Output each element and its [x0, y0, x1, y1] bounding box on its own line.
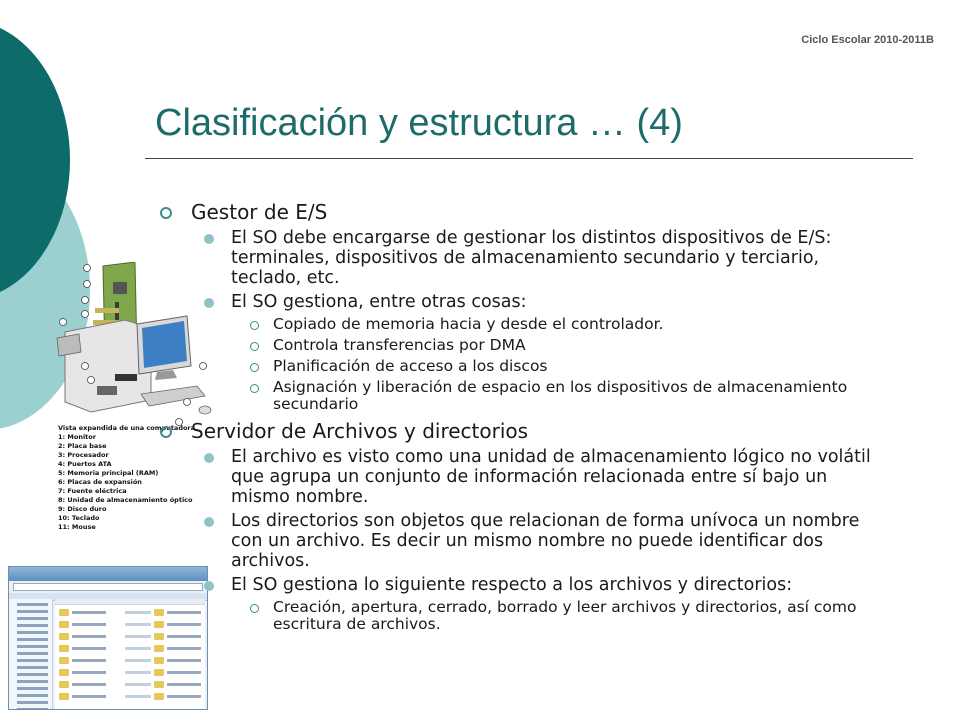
- figure-caption-line: 6: Placas de expansión: [58, 478, 142, 486]
- figure-caption-line: 7: Fuente eléctrica: [58, 487, 127, 495]
- folder-icon: [59, 645, 69, 652]
- figure-caption-line: 5: Memoria principal (RAM): [58, 469, 159, 477]
- figure-marker: [82, 297, 89, 304]
- dot-bullet-icon: [204, 517, 214, 527]
- header-note: Ciclo Escolar 2010-2011B: [801, 34, 934, 46]
- figure-caption-line: 9: Disco duro: [58, 505, 107, 513]
- bullet-text: Los directorios son objetos que relacionan de forma unívoca un nombre con un archivo. Es decir un mismo nombre no puede identificar dos archivos.: [231, 511, 860, 571]
- figure-caption-line: 8: Unidad de almacenamiento óptico: [58, 496, 193, 504]
- explorer-row: [59, 691, 201, 701]
- figure-caption-line: 10: Teclado: [58, 514, 100, 522]
- bullet-text: El SO debe encargarse de gestionar los distintos dispositivos de E/S: terminales, dispositivos de almacenamiento secundario y terciario, teclado, etc.: [231, 228, 832, 288]
- ring-bullet-icon: [250, 384, 259, 393]
- slide-content: [160, 194, 880, 633]
- power-supply-shape: [57, 334, 81, 356]
- figure-marker: [84, 265, 91, 272]
- slide-title: Clasificación y estructura … (4): [155, 102, 683, 144]
- folder-icon: [59, 693, 69, 700]
- figure-marker: [84, 281, 91, 288]
- bullet-item: [160, 447, 880, 507]
- folder-icon: [154, 645, 164, 652]
- dot-bullet-icon: [204, 298, 214, 308]
- dot-bullet-icon: [204, 234, 214, 244]
- optical-drive-shape: [115, 374, 137, 381]
- dot-bullet-icon: [204, 581, 214, 591]
- explorer-row: [59, 643, 201, 653]
- folder-icon: [59, 681, 69, 688]
- folder-icon: [154, 693, 164, 700]
- bullet-text: El SO gestiona, entre otras cosas:: [231, 292, 527, 312]
- figure-marker: [82, 311, 89, 318]
- section-heading: [160, 419, 880, 443]
- figure-caption-line: 11: Mouse: [58, 523, 96, 531]
- section-heading-text: Servidor de Archivos y directorios: [191, 419, 529, 443]
- processor-shape: [113, 282, 127, 294]
- sub-bullet-item: [160, 379, 880, 413]
- explorer-row: [59, 679, 201, 689]
- circle-bullet-icon: [160, 207, 172, 219]
- ring-bullet-icon: [250, 321, 259, 330]
- sub-bullet-item: [160, 358, 880, 375]
- sub-bullet-item: [160, 337, 880, 354]
- ring-bullet-icon: [250, 342, 259, 351]
- figure-marker: [82, 363, 89, 370]
- explorer-row: [59, 667, 201, 677]
- bullet-text: El SO gestiona lo siguiente respecto a los archivos y directorios:: [231, 575, 793, 595]
- folder-icon: [59, 609, 69, 616]
- bullet-item: [160, 575, 880, 595]
- explorer-sidebar: [9, 599, 53, 709]
- folder-icon: [154, 669, 164, 676]
- circle-bullet-icon: [160, 426, 172, 438]
- folder-icon: [154, 681, 164, 688]
- folder-icon: [59, 621, 69, 628]
- figure-caption-line: 3: Procesador: [58, 451, 109, 459]
- figure-caption-line: 1: Monitor: [58, 433, 96, 441]
- folder-icon: [59, 669, 69, 676]
- folder-icon: [59, 633, 69, 640]
- dot-bullet-icon: [204, 453, 214, 463]
- sub-bullet-text: Controla transferencias por DMA: [273, 336, 526, 354]
- figure-caption-line: 2: Placa base: [58, 442, 107, 450]
- hard-disk-shape: [97, 386, 117, 395]
- figure-marker: [60, 319, 67, 326]
- folder-icon: [154, 633, 164, 640]
- title-divider: [145, 158, 913, 159]
- figure-marker: [88, 377, 95, 384]
- section-heading-text: Gestor de E/S: [191, 200, 328, 224]
- expansion-card-shape: [95, 308, 119, 313]
- ring-bullet-icon: [250, 363, 259, 372]
- figure-caption-line: Vista expandida de una computadora: [58, 424, 196, 432]
- explorer-row: [59, 655, 201, 665]
- ring-bullet-icon: [250, 604, 259, 613]
- folder-icon: [59, 657, 69, 664]
- bullet-item: [160, 511, 880, 571]
- folder-icon: [154, 657, 164, 664]
- sub-bullet-text: Copiado de memoria hacia y desde el controlador.: [273, 315, 664, 333]
- sub-bullet-item: [160, 316, 880, 333]
- sub-bullet-item: [160, 599, 880, 633]
- bullet-text: El archivo es visto como una unidad de almacenamiento lógico no volátil que agrupa un conjunto de información relacionada entre sí bajo un mismo nombre.: [231, 447, 871, 507]
- sub-bullet-text: Asignación y liberación de espacio en los dispositivos de almacenamiento secundario: [273, 378, 848, 413]
- sub-bullet-text: Planificación de acceso a los discos: [273, 357, 548, 375]
- sub-bullet-text: Creación, apertura, cerrado, borrado y leer archivos y directorios, así como escritura de archivos.: [273, 598, 857, 633]
- figure-caption-line: 4: Puertos ATA: [58, 460, 112, 468]
- bullet-item: [160, 292, 880, 312]
- bullet-item: [160, 228, 880, 288]
- section-heading: [160, 200, 880, 224]
